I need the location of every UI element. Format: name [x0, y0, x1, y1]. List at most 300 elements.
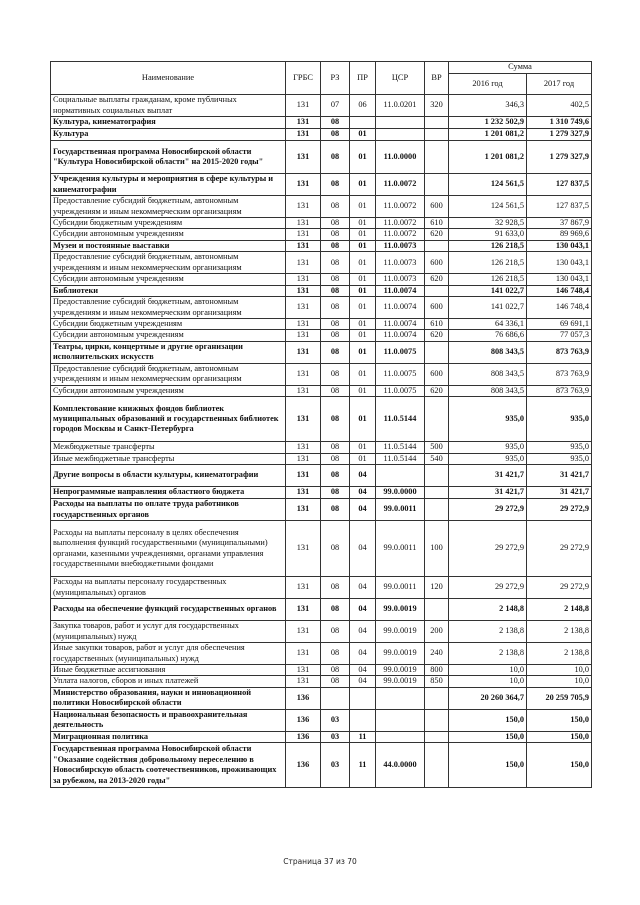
row-2017: 935,0: [527, 442, 592, 453]
row-grbs: 131: [286, 363, 321, 385]
table-row: [51, 465, 592, 487]
table-row: [51, 676, 592, 687]
row-name: Предоставление субсидий бюджетным, автономным учреждениям и иным некоммерческим организациям: [51, 196, 286, 218]
row-csr: 11.0.0074: [376, 285, 425, 296]
row-csr: [376, 117, 425, 129]
row-vr: 320: [425, 95, 449, 117]
row-csr: 99.0.0019: [376, 599, 425, 621]
row-name: Музеи и постоянные выставки: [51, 240, 286, 251]
row-2017: 69 691,1: [527, 319, 592, 330]
row-name: Субсидии автономным учреждениям: [51, 385, 286, 396]
row-2016: 29 272,9: [449, 577, 527, 599]
row-rz: 08: [321, 621, 350, 643]
row-pr: 04: [350, 577, 376, 599]
row-name: Государственная программа Новосибирской области "Оказание содействия добровольному переселению в Новосибирскую область соотечественников, проживающих за рубежом, на 2013-2020 годы": [51, 743, 286, 788]
row-2016: 91 633,0: [449, 229, 527, 240]
row-grbs: 131: [286, 599, 321, 621]
row-vr: 500: [425, 442, 449, 453]
table-row: [51, 95, 592, 117]
row-pr: 04: [350, 599, 376, 621]
row-grbs: 131: [286, 453, 321, 464]
row-grbs: 131: [286, 341, 321, 363]
row-2016: 141 022,7: [449, 285, 527, 296]
row-csr: 11.0.0072: [376, 196, 425, 218]
budget-table: [50, 61, 592, 788]
row-2016: 935,0: [449, 442, 527, 453]
row-name: Предоставление субсидий бюджетным, автономным учреждениям и иным некоммерческим организациям: [51, 252, 286, 274]
row-rz: 08: [321, 363, 350, 385]
row-rz: 03: [321, 743, 350, 788]
row-2016: 124 561,5: [449, 196, 527, 218]
row-2016: 76 686,6: [449, 330, 527, 341]
row-name: Театры, цирки, концертные и другие организации исполнительских искусств: [51, 341, 286, 363]
row-name: Расходы на выплаты по оплате труда работников государственных органов: [51, 499, 286, 521]
row-name: Предоставление субсидий бюджетным, автономным учреждениям и иным некоммерческим организациям: [51, 297, 286, 319]
row-2016: 346,3: [449, 95, 527, 117]
row-name: Субсидии автономным учреждениям: [51, 330, 286, 341]
row-vr: 240: [425, 643, 449, 665]
row-name: Расходы на выплаты персоналу в целях обеспечения выполнения функций государственными (муниципальными) органами, казенными учреждениями, органами управления государственными внебюджетными фондами: [51, 521, 286, 577]
row-name: Непрограммные направления областного бюджета: [51, 487, 286, 499]
row-csr: 11.0.0073: [376, 240, 425, 251]
row-2016: 150,0: [449, 743, 527, 788]
row-grbs: 131: [286, 465, 321, 487]
row-rz: 08: [321, 229, 350, 240]
row-name: Расходы на выплаты персоналу государственных (муниципальных) органов: [51, 577, 286, 599]
row-vr: [425, 709, 449, 731]
row-2017: 2 138,8: [527, 621, 592, 643]
row-rz: 08: [321, 521, 350, 577]
row-2016: 808 343,5: [449, 363, 527, 385]
row-csr: 11.0.0074: [376, 330, 425, 341]
row-2016: 150,0: [449, 709, 527, 731]
row-name: Культура, кинематография: [51, 117, 286, 129]
row-rz: 08: [321, 285, 350, 296]
table-row: [51, 341, 592, 363]
row-vr: [425, 687, 449, 709]
row-grbs: 131: [286, 141, 321, 174]
row-csr: 11.0.0073: [376, 274, 425, 285]
row-rz: 08: [321, 330, 350, 341]
row-name: Межбюджетные трансферты: [51, 442, 286, 453]
row-csr: 99.0.0000: [376, 487, 425, 499]
row-rz: 08: [321, 117, 350, 129]
row-name: Иные закупки товаров, работ и услуг для обеспечения государственных (муниципальных) нужд: [51, 643, 286, 665]
row-pr: 01: [350, 385, 376, 396]
row-2016: 31 421,7: [449, 487, 527, 499]
row-rz: 08: [321, 453, 350, 464]
row-2016: 29 272,9: [449, 499, 527, 521]
row-rz: 08: [321, 240, 350, 251]
table-row: [51, 218, 592, 229]
table-row: [51, 274, 592, 285]
table-row: [51, 196, 592, 218]
table-row: [51, 297, 592, 319]
row-vr: 600: [425, 363, 449, 385]
row-pr: 06: [350, 95, 376, 117]
row-2016: 126 218,5: [449, 240, 527, 251]
table-row: [51, 499, 592, 521]
row-2016: 10,0: [449, 665, 527, 676]
row-2017: 130 043,1: [527, 252, 592, 274]
row-2017: 10,0: [527, 665, 592, 676]
row-vr: 600: [425, 252, 449, 274]
row-grbs: 131: [286, 117, 321, 129]
row-2017: 130 043,1: [527, 240, 592, 251]
row-csr: [376, 465, 425, 487]
row-grbs: 131: [286, 676, 321, 687]
row-name: Субсидии бюджетным учреждениям: [51, 319, 286, 330]
row-vr: 800: [425, 665, 449, 676]
row-grbs: 131: [286, 274, 321, 285]
row-2016: 126 218,5: [449, 274, 527, 285]
row-2016: 2 138,8: [449, 643, 527, 665]
row-2017: 935,0: [527, 453, 592, 464]
row-grbs: 136: [286, 687, 321, 709]
row-vr: 620: [425, 385, 449, 396]
row-2017: 402,5: [527, 95, 592, 117]
row-rz: 08: [321, 274, 350, 285]
table-row: [51, 141, 592, 174]
header-2016: 2016 год: [449, 74, 527, 95]
row-vr: [425, 465, 449, 487]
row-csr: 11.0.5144: [376, 442, 425, 453]
header-name: Наименование: [51, 62, 286, 95]
row-pr: 04: [350, 643, 376, 665]
table-row: [51, 285, 592, 296]
row-vr: [425, 240, 449, 251]
row-vr: [425, 397, 449, 442]
table-row: [51, 174, 592, 196]
row-2016: 935,0: [449, 453, 527, 464]
row-grbs: 131: [286, 521, 321, 577]
row-grbs: 131: [286, 330, 321, 341]
row-csr: 11.0.0072: [376, 229, 425, 240]
row-rz: 08: [321, 465, 350, 487]
row-rz: 03: [321, 709, 350, 731]
row-grbs: 136: [286, 743, 321, 788]
row-grbs: 131: [286, 397, 321, 442]
table-row: [51, 229, 592, 240]
row-pr: 01: [350, 141, 376, 174]
row-rz: 08: [321, 319, 350, 330]
row-name: Миграционная политика: [51, 731, 286, 742]
row-rz: 08: [321, 599, 350, 621]
row-grbs: 131: [286, 240, 321, 251]
row-2016: 1 201 081,2: [449, 129, 527, 141]
row-vr: 610: [425, 218, 449, 229]
row-vr: [425, 117, 449, 129]
row-2016: 808 343,5: [449, 385, 527, 396]
table-row: [51, 363, 592, 385]
table-row: [51, 577, 592, 599]
row-name: Субсидии автономным учреждениям: [51, 274, 286, 285]
row-name: Другие вопросы в области культуры, кинематографии: [51, 465, 286, 487]
table-row: [51, 687, 592, 709]
row-2016: 2 148,8: [449, 599, 527, 621]
table-row: [51, 731, 592, 742]
row-csr: 11.0.0000: [376, 141, 425, 174]
row-csr: 99.0.0019: [376, 665, 425, 676]
row-rz: [321, 687, 350, 709]
row-2017: 37 867,9: [527, 218, 592, 229]
row-pr: 11: [350, 743, 376, 788]
row-rz: 08: [321, 665, 350, 676]
row-csr: 44.0.0000: [376, 743, 425, 788]
row-pr: 01: [350, 397, 376, 442]
row-grbs: 131: [286, 95, 321, 117]
table-row: [51, 709, 592, 731]
row-2017: 29 272,9: [527, 499, 592, 521]
table-row: [51, 330, 592, 341]
row-2017: 2 148,8: [527, 599, 592, 621]
header-rz: РЗ: [321, 62, 350, 95]
row-2016: 32 928,5: [449, 218, 527, 229]
row-2016: 29 272,9: [449, 521, 527, 577]
row-2016: 2 138,8: [449, 621, 527, 643]
row-rz: 08: [321, 297, 350, 319]
row-pr: 01: [350, 330, 376, 341]
table-row: [51, 599, 592, 621]
row-pr: 01: [350, 453, 376, 464]
row-csr: 11.0.0074: [376, 319, 425, 330]
row-pr: 01: [350, 363, 376, 385]
row-csr: [376, 687, 425, 709]
row-pr: [350, 687, 376, 709]
row-csr: [376, 709, 425, 731]
row-pr: 01: [350, 196, 376, 218]
row-csr: 11.0.0073: [376, 252, 425, 274]
table-row: [51, 665, 592, 676]
row-name: Иные межбюджетные трансферты: [51, 453, 286, 464]
row-pr: 04: [350, 521, 376, 577]
row-2017: 77 057,3: [527, 330, 592, 341]
row-2017: 935,0: [527, 397, 592, 442]
row-grbs: 136: [286, 709, 321, 731]
row-name: Иные бюджетные ассигнования: [51, 665, 286, 676]
row-grbs: 131: [286, 174, 321, 196]
row-rz: 08: [321, 341, 350, 363]
row-2016: 126 218,5: [449, 252, 527, 274]
row-pr: 01: [350, 229, 376, 240]
row-2017: 873 763,9: [527, 385, 592, 396]
row-vr: [425, 731, 449, 742]
row-grbs: 131: [286, 319, 321, 330]
row-csr: 11.0.0075: [376, 385, 425, 396]
table-row: [51, 385, 592, 396]
table-row: [51, 319, 592, 330]
row-rz: 08: [321, 129, 350, 141]
row-pr: 04: [350, 665, 376, 676]
row-vr: 100: [425, 521, 449, 577]
row-csr: 11.0.0075: [376, 341, 425, 363]
row-pr: 01: [350, 174, 376, 196]
row-pr: 01: [350, 442, 376, 453]
row-rz: 08: [321, 196, 350, 218]
row-pr: 01: [350, 319, 376, 330]
row-name: Субсидии автономным учреждениям: [51, 229, 286, 240]
row-csr: 99.0.0011: [376, 499, 425, 521]
row-grbs: 131: [286, 285, 321, 296]
row-rz: 07: [321, 95, 350, 117]
table-row: [51, 743, 592, 788]
row-grbs: 131: [286, 621, 321, 643]
row-pr: 01: [350, 218, 376, 229]
row-rz: 08: [321, 487, 350, 499]
row-rz: 08: [321, 499, 350, 521]
row-2017: 1 310 749,6: [527, 117, 592, 129]
table-row: [51, 487, 592, 499]
row-name: Культура: [51, 129, 286, 141]
row-csr: 99.0.0019: [376, 643, 425, 665]
row-grbs: 131: [286, 499, 321, 521]
row-rz: 08: [321, 397, 350, 442]
row-2016: 1 232 502,9: [449, 117, 527, 129]
table-row: [51, 643, 592, 665]
row-grbs: 131: [286, 487, 321, 499]
table-row: [51, 129, 592, 141]
row-2016: 808 343,5: [449, 341, 527, 363]
row-rz: 08: [321, 442, 350, 453]
row-vr: [425, 487, 449, 499]
row-pr: 01: [350, 240, 376, 251]
row-csr: [376, 129, 425, 141]
row-2017: 2 138,8: [527, 643, 592, 665]
row-pr: [350, 117, 376, 129]
row-pr: 04: [350, 487, 376, 499]
row-name: Учреждения культуры и мероприятия в сфере культуры и кинематографии: [51, 174, 286, 196]
header-sum: Сумма: [449, 62, 592, 74]
row-csr: 11.0.0072: [376, 174, 425, 196]
row-2016: 31 421,7: [449, 465, 527, 487]
header-2017: 2017 год: [527, 74, 592, 95]
table-row: [51, 117, 592, 129]
row-vr: [425, 341, 449, 363]
row-vr: [425, 141, 449, 174]
row-vr: [425, 499, 449, 521]
row-rz: 08: [321, 385, 350, 396]
row-pr: 01: [350, 129, 376, 141]
table-row: [51, 521, 592, 577]
row-vr: 600: [425, 297, 449, 319]
row-2017: 873 763,9: [527, 363, 592, 385]
row-pr: [350, 709, 376, 731]
row-name: Социальные выплаты гражданам, кроме публичных нормативных социальных выплат: [51, 95, 286, 117]
header-vr: ВР: [425, 62, 449, 95]
row-vr: 620: [425, 274, 449, 285]
row-rz: 08: [321, 643, 350, 665]
row-grbs: 131: [286, 218, 321, 229]
row-2016: 935,0: [449, 397, 527, 442]
row-vr: 540: [425, 453, 449, 464]
row-name: Министерство образования, науки и инновационной политики Новосибирской области: [51, 687, 286, 709]
row-2017: 127 837,5: [527, 196, 592, 218]
row-name: Библиотеки: [51, 285, 286, 296]
row-grbs: 131: [286, 129, 321, 141]
row-grbs: 131: [286, 442, 321, 453]
row-2016: 124 561,5: [449, 174, 527, 196]
row-grbs: 131: [286, 252, 321, 274]
row-grbs: 131: [286, 385, 321, 396]
row-grbs: 131: [286, 229, 321, 240]
row-2016: 150,0: [449, 731, 527, 742]
row-grbs: 131: [286, 665, 321, 676]
row-pr: 04: [350, 499, 376, 521]
row-vr: 610: [425, 319, 449, 330]
row-2016: 141 022,7: [449, 297, 527, 319]
row-2017: 873 763,9: [527, 341, 592, 363]
row-2017: 10,0: [527, 676, 592, 687]
row-2016: 20 260 364,7: [449, 687, 527, 709]
row-2016: 64 336,1: [449, 319, 527, 330]
row-pr: 04: [350, 621, 376, 643]
row-vr: [425, 285, 449, 296]
row-rz: 08: [321, 676, 350, 687]
row-name: Комплектование книжных фондов библиотек муниципальных образований и государственных библиотек городов Москвы и Санкт-Петербурга: [51, 397, 286, 442]
row-2017: 1 279 327,9: [527, 129, 592, 141]
row-csr: 11.0.0075: [376, 363, 425, 385]
table-row: [51, 397, 592, 442]
table-row: [51, 453, 592, 464]
row-vr: 620: [425, 330, 449, 341]
row-2017: 150,0: [527, 743, 592, 788]
row-csr: 99.0.0011: [376, 577, 425, 599]
row-2017: 146 748,4: [527, 297, 592, 319]
row-vr: 200: [425, 621, 449, 643]
row-name: Закупка товаров, работ и услуг для государственных (муниципальных) нужд: [51, 621, 286, 643]
row-vr: 120: [425, 577, 449, 599]
table-row: [51, 240, 592, 251]
header-csr: ЦСР: [376, 62, 425, 95]
row-vr: [425, 129, 449, 141]
row-name: Уплата налогов, сборов и иных платежей: [51, 676, 286, 687]
row-name: Государственная программа Новосибирской области "Культура Новосибирской области" на 2015-2020 годы": [51, 141, 286, 174]
row-pr: 11: [350, 731, 376, 742]
table-row: [51, 621, 592, 643]
row-rz: 08: [321, 252, 350, 274]
row-rz: 08: [321, 141, 350, 174]
row-grbs: 136: [286, 731, 321, 742]
header-pr: ПР: [350, 62, 376, 95]
row-pr: 01: [350, 341, 376, 363]
row-pr: 01: [350, 252, 376, 274]
row-csr: [376, 731, 425, 742]
row-csr: 11.0.0074: [376, 297, 425, 319]
row-pr: 01: [350, 285, 376, 296]
row-2017: 150,0: [527, 731, 592, 742]
row-2017: 130 043,1: [527, 274, 592, 285]
row-pr: 01: [350, 274, 376, 285]
row-2017: 29 272,9: [527, 577, 592, 599]
table-row: [51, 252, 592, 274]
row-2017: 127 837,5: [527, 174, 592, 196]
row-2017: 29 272,9: [527, 521, 592, 577]
row-2017: 20 259 705,9: [527, 687, 592, 709]
row-vr: [425, 599, 449, 621]
row-csr: 99.0.0011: [376, 521, 425, 577]
row-rz: 08: [321, 174, 350, 196]
row-2017: 146 748,4: [527, 285, 592, 296]
row-csr: 11.0.5144: [376, 453, 425, 464]
row-2016: 10,0: [449, 676, 527, 687]
table-row: [51, 442, 592, 453]
row-vr: [425, 174, 449, 196]
table-body: [51, 95, 592, 788]
row-2017: 89 969,6: [527, 229, 592, 240]
row-vr: 620: [425, 229, 449, 240]
header-grbs: ГРБС: [286, 62, 321, 95]
row-grbs: 131: [286, 643, 321, 665]
